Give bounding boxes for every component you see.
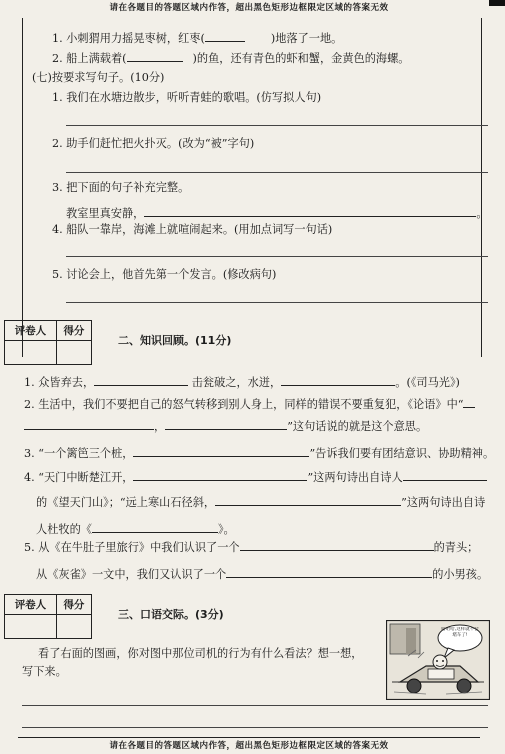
s3-answer-line-2[interactable] bbox=[22, 727, 488, 728]
s2-blank-4a[interactable] bbox=[133, 469, 307, 481]
s3-prompt-line-1: 看了右面的图画，你对图中那位司机的行为有什么看法？想一想， bbox=[38, 647, 363, 660]
answer-zone-notice-bottom: 请在各题目的答题区域内作答，超出黑色矩形边框限定区域的答案无效 bbox=[18, 737, 480, 754]
s2-item-5-cont: 从《灰雀》一文中，我们又认识了一个 的小男孩。 bbox=[36, 568, 489, 581]
section-3-title: 三、口语交际。(3分) bbox=[118, 608, 224, 621]
s2-blank-2a[interactable] bbox=[24, 418, 154, 430]
section-2-title: 二、知识回顾。(11分) bbox=[118, 334, 232, 347]
s2-blank-5a[interactable] bbox=[240, 539, 434, 551]
s2-blank-3[interactable] bbox=[133, 445, 309, 457]
q7-item-3-sentence: 教室里真安静， 。 bbox=[66, 207, 488, 220]
s2-blank-4d[interactable] bbox=[92, 521, 218, 533]
answer-zone-notice-top: 请在各题目的答题区域内作答，超出黑色矩形边框限定区域的答案无效 bbox=[109, 3, 389, 13]
q7-answer-line-5[interactable] bbox=[66, 302, 488, 303]
grader-box-2 bbox=[4, 594, 92, 639]
q6-item-2: 2. 船上满载着( )的鱼，还有青色的虾和蟹，金黄色的海螺。 bbox=[52, 52, 410, 65]
score-cell[interactable] bbox=[56, 341, 91, 365]
q7-item-5: 5. 讨论会上，他首先第一个发言。(修改病句) bbox=[52, 268, 277, 281]
q7-answer-line-2[interactable] bbox=[66, 172, 488, 173]
q7-item-3: 3. 把下面的句子补充完整。 bbox=[52, 181, 190, 194]
q7-item-4: 4. 船队一靠岸，海滩上就喧闹起来。(用加点词写一句话) bbox=[52, 223, 333, 236]
s2-blank-4b[interactable] bbox=[403, 469, 487, 481]
s3-prompt-line-2: 写下来。 bbox=[22, 665, 67, 678]
s2-item-4-cont: 的《望天门山》；“远上寒山石径斜， ”这两句诗出自诗 bbox=[36, 496, 486, 509]
q6-blank-2[interactable] bbox=[127, 50, 183, 62]
q7-title: (七)按要求写句子。(10分) bbox=[32, 71, 165, 84]
s2-blank-2-start[interactable] bbox=[463, 396, 475, 408]
grader-cell[interactable] bbox=[5, 341, 57, 365]
grader-label: 评卷人 bbox=[5, 595, 57, 615]
grader-cell[interactable] bbox=[5, 615, 57, 639]
s3-answer-line-1[interactable] bbox=[22, 705, 488, 706]
q7-item-1: 1. 我们在水塘边散步，听听青蛙的歌唱。(仿写拟人句) bbox=[52, 91, 322, 104]
s2-item-4: 4. “天门中断楚江开， ”这两句诗出自诗人 bbox=[24, 469, 487, 485]
q7-answer-line-1[interactable] bbox=[66, 125, 488, 126]
s2-item-2-cont: ， ”这句话说的就是这个意思。 bbox=[24, 418, 427, 434]
q7-item-3-blank[interactable] bbox=[144, 205, 476, 217]
s2-blank-1b[interactable] bbox=[281, 374, 395, 386]
q7-item-2: 2. 助手们赶忙把火扑灭。(改为“被”字句) bbox=[52, 137, 255, 150]
s2-item-2: 2. 生活中，我们不要把自己的怒气转移到别人身上，同样的错误不要重复犯，《论语》中“ bbox=[24, 396, 475, 412]
score-label: 得分 bbox=[56, 595, 91, 615]
q7-answer-line-4[interactable] bbox=[66, 256, 488, 257]
grader-box bbox=[4, 320, 92, 365]
s2-item-3: 3. “一个篱笆三个桩， ”告诉我们要有团结意识、协助精神。 bbox=[24, 447, 495, 460]
s2-blank-5b[interactable] bbox=[226, 566, 432, 578]
s2-item-5: 5. 从《在牛肚子里旅行》中我们认识了一个 的青头； bbox=[24, 541, 479, 554]
s2-blank-1a[interactable] bbox=[94, 374, 188, 386]
s2-item-1: 1. 众皆弃去， 击瓮破之，水迸， 。(《司马光》) bbox=[24, 376, 460, 389]
s2-blank-2b[interactable] bbox=[165, 418, 287, 430]
q6-blank-1[interactable] bbox=[205, 30, 245, 42]
driver-cartoon-illustration bbox=[386, 620, 490, 700]
speech-bubble-text: 哈哈哈,这样就不会堵车了! bbox=[441, 627, 479, 638]
score-cell[interactable] bbox=[56, 615, 91, 639]
s2-item-4-end: 人杜牧的《 》。 bbox=[36, 523, 235, 536]
grader-label: 评卷人 bbox=[5, 321, 57, 341]
s2-blank-4c[interactable] bbox=[215, 494, 401, 506]
corner-marker bbox=[489, 0, 505, 6]
score-label: 得分 bbox=[56, 321, 91, 341]
q6-item-1: 1. 小刺猬用力摇晃枣树，红枣( )地落了一地。 bbox=[52, 32, 343, 45]
